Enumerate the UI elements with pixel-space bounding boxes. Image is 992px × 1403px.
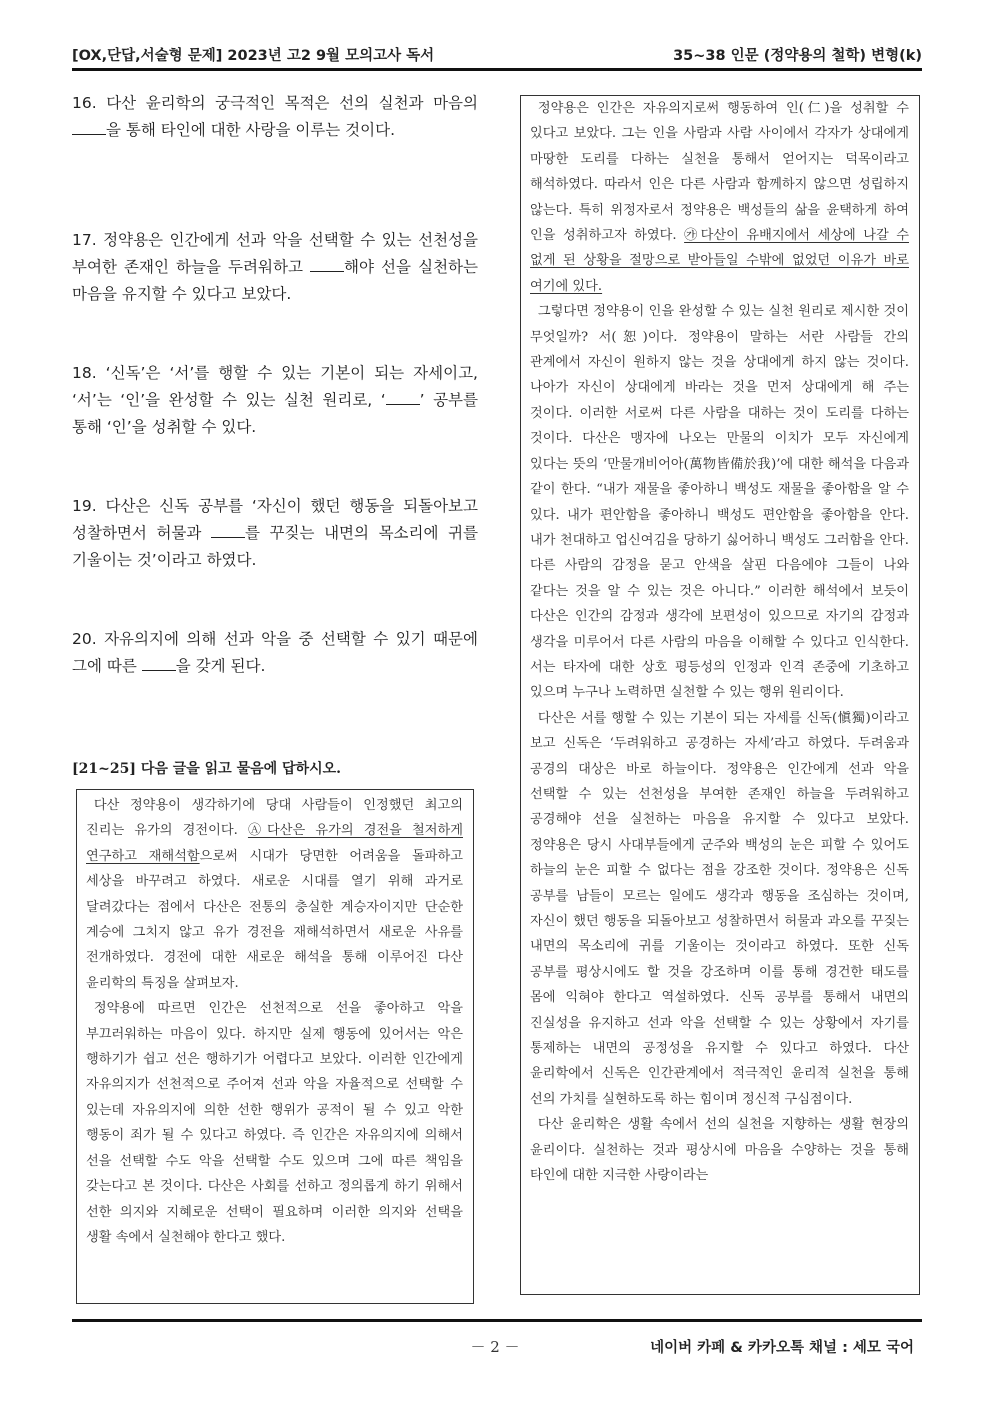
header-title: [OX,단답,서술형 문제] 2023년 고2 9월 모의고사 독서 (72, 48, 435, 64)
passage-paragraph: 그렇다면 정약용이 인을 완성할 수 있는 실천 원리로 제시한 것이 무엇일까? 서(恕)이다. 정약용이 말하는 서란 사람들 간의 관계에서 자신이 원하지 않는 것을 상대에게 하지 않는 것이다. 나아가 자신이 상대에게 바라는 것을 먼저 상대에게 해 주는 것이다. 이러한 서로써 다른 사람을 대하는 것이 도리를 다하는 것이다. 다산은 맹자에 나오는 만물의 이치가 모두 자신에게 있다는 뜻의 ‘만물개비어아(萬物皆備於我)’에 대한 해석을 다음과 같이 한다. “내가 재물을 좋아하니 백성도 재물을 좋아함을 알 수 있다. 내가 편안함을 좋아하니 백성도 편안함을 좋아함을 안다. 내가 천대하고 업신여김을 당하기 싫어하니 백성도 그러함을 안다. 다른 사람의 감정을 묻고 안색을 살핀 다음에야 그들이 나와 같다는 것을 알 수 있는 것은 아니다.” 이러한 해석에서 보듯이 다산은 인간의 감정과 생각에 보편성이 있으므로 자기의 감정과 생각을 미루어서 다른 사람의 마음을 이해할 수 있다고 인식한다. 서는 타자에 대한 상호 평등성의 인정과 인격 존중에 기초하고 있으며 누구나 노력하면 실천할 수 있는 행위 원리이다. (530, 304, 909, 701)
passage-box-left (76, 789, 474, 1304)
passage-box-right (520, 95, 920, 1295)
questions-column (72, 90, 478, 680)
footer-rule (72, 1319, 922, 1322)
footer-channel: 네이버 카페 & 카카오톡 채널 : 세모 국어 (650, 1340, 914, 1356)
underlined-sentence-ga: ㉮다산이 유배지에서 세상에 나갈 수 없게 된 상황을 절망으로 받아들일 수밖에 없었던 이유가 바로 여기에 있다. (530, 228, 909, 294)
question-19: 19. 다산은 신독 공부를 ‘자신이 했던 행동을 되돌아보고 성찰하면서 허물과 를 꾸짖는 내면의 목소리에 귀를 기울이는 것’이라고 하였다. (72, 497, 479, 569)
question-18: 18. ‘신독’은 ‘서’를 행할 수 있는 기본이 되는 자세이고, ‘서’는 ‘인’을 완성할 수 있는 실천 원리로, ‘ ’ 공부를 통해 ‘인’을 성취할 수 있다. (72, 364, 478, 436)
question-20: 20. 자유의지에 의해 선과 악을 중 선택할 수 있기 때문에 그에 따른 을 갖게 된다. (72, 630, 478, 675)
page-number: － 2 － (470, 1338, 520, 1356)
passage-paragraph: 다산은 서를 행할 수 있는 기본이 되는 자세를 신독(愼獨)이라고 보고 신독은 ‘두려워하고 공경하는 자세’라고 하였다. 두려움과 공경의 대상은 바로 하늘이다. 정약용은 인간에게 선과 악을 선택할 수 있는 선천성을 부여한 존재인 하늘을 두려워하고 공경해야 선을 실천하는 마음을 유지할 수 있다고 보았다. 정약용은 당시 사대부들에게 군주와 백성의 눈은 피할 수 있어도 하늘의 눈은 피할 수 없다는 점을 강조한 것이다. 정약용은 신독 공부를 남들이 모르는 일에도 생각과 행동을 조심하는 것이며, 자신이 했던 행동을 되돌아보고 성찰하면서 허물과 과오를 꾸짖는 내면의 목소리에 귀를 기울이는 것이라고 하였다. 또한 신독 공부를 평상시에도 할 것을 강조하며 이를 통해 경건한 태도를 몸에 익혀야 한다고 역설하였다. 신독 공부를 통해서 내면의 진실성을 유지하고 선과 악을 선택할 수 있는 상황에서 자기를 통제하는 내면의 공정성을 유지할 수 있다고 하였다. 다산 윤리학에서 신독은 인간관계에서 적극적인 윤리적 실천을 통해 선의 가치를 실현하도록 하는 힘이며 정신적 구심점이다. (530, 710, 909, 1107)
answer-blank (142, 656, 176, 671)
passage-paragraph: 정약용에 따르면 인간은 선천적으로 선을 좋아하고 악을 부끄러워하는 마음이 있다. 하지만 실제 행동에 있어서는 악은 행하기가 쉽고 선은 행하기가 어렵다고 보았다. 이러한 인간에게 자유의지가 선천적으로 주어져 선과 악을 자율적으로 선택할 수 있는데 자유의지에 의한 선한 행위가 공적이 될 수 있고 악한 행동이 죄가 될 수 있다고 하였다. 즉 인간은 자유의지에 의해서 선을 선택할 수도 악을 선택할 수도 있으며 그에 따른 책임을 갖는다고 본 것이다. 다산은 사회를 선하고 정의롭게 하기 위해서 선한 의지와 지혜로운 선택이 필요하며 이러한 의지와 선택을 생활 속에서 실천해야 한다고 했다. (86, 1001, 463, 1245)
answer-blank (310, 257, 344, 272)
answer-blank (386, 390, 420, 405)
section-heading: [21~25] 다음 글을 읽고 물음에 답하시오. (72, 761, 341, 777)
answer-blank (211, 523, 245, 538)
page-header (72, 44, 922, 68)
answer-blank (72, 120, 106, 135)
header-rule (72, 68, 922, 71)
question-16: 16. 다산 윤리학의 궁극적인 목적은 선의 실천과 마음의 을 통해 타인에 대한 사랑을 이루는 것이다. (72, 94, 478, 139)
header-subtitle: 35~38 인문 (정약용의 철학) 변형(k) (673, 48, 922, 64)
question-17: 17. 정약용은 인간에게 선과 악을 선택할 수 있는 선천성을 부여한 존재인 하늘을 두려워하고 해야 선을 실천하는 마음을 유지할 수 있다고 보았다. (72, 231, 478, 303)
passage-paragraph: 다산 윤리학은 생활 속에서 선의 실천을 지향하는 생활 현장의 윤리이다. 실천하는 것과 평상시에 마음을 수양하는 것을 통해 타인에 대한 지극한 사랑이라는 (530, 1117, 909, 1184)
underlined-sentence-a: Ⓐ다산은 유가의 경전을 철저하게 연구하고 재해석함 (86, 823, 463, 864)
passage-paragraph: 다산 정약용이 생각하기에 당대 사람들이 인정했던 최고의 진리는 유가의 경전이다. Ⓐ다산은 유가의 경전을 철저하게 연구하고 재해석함으로써 시대가 당면한 어려움을 돌파하고 세상을 바꾸려고 하였다. 새로운 시대를 열기 위해 과거로 달려갔다는 점에서 다산은 전통의 충실한 계승자이지만 단순한 계승에 그치지 않고 유가 경전을 재해석하면서 새로운 사유를 전개하였다. 경전에 대한 새로운 해석을 통해 이루어진 다산 윤리학의 특징을 살펴보자. (86, 798, 463, 991)
passage-paragraph: 정약용은 인간은 자유의지로써 행동하여 인(仁)을 성취할 수 있다고 보았다. 그는 인을 사람과 사람 사이에서 각자가 상대에게 마땅한 도리를 다하는 실천을 통해서 얻어지는 덕목이라고 해석하였다. 따라서 인은 다른 사람과 함께하지 않으면 성립하지 않는다. 특히 위정자로서 정약용은 백성들의 삶을 윤택하게 하여 인을 성취하고자 하였다. ㉮다산이 유배지에서 세상에 나갈 수 없게 된 상황을 절망으로 받아들일 수밖에 없었던 이유가 바로 여기에 있다. (530, 101, 909, 294)
